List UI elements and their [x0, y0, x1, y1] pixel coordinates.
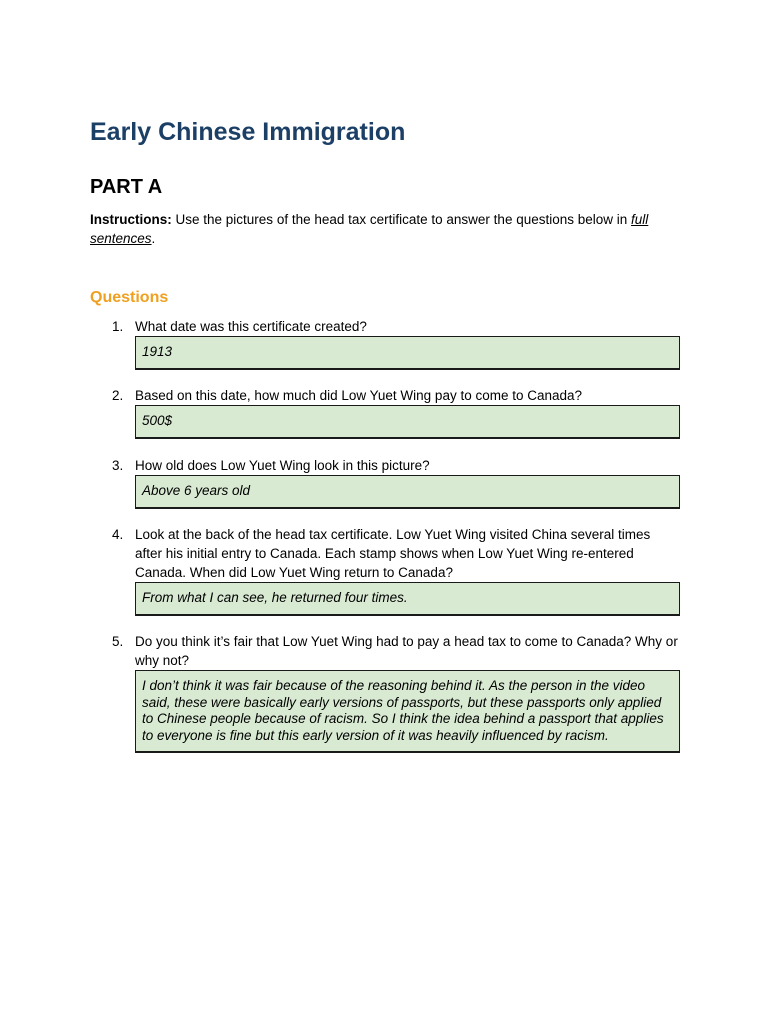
- instructions-text-end: .: [151, 231, 156, 246]
- question-item: [90, 456, 680, 509]
- answer-box[interactable]: Above 6 years old: [135, 475, 680, 509]
- answer-box[interactable]: 1913: [135, 336, 680, 370]
- document-title: Early Chinese Immigration: [90, 118, 406, 146]
- answer-box[interactable]: 500$: [135, 405, 680, 439]
- question-item: [90, 525, 680, 616]
- question-number: 3.: [112, 458, 124, 473]
- question-row: [90, 632, 680, 670]
- question-number: 4.: [112, 527, 124, 542]
- question-number: 2.: [112, 388, 124, 403]
- instructions-label: Instructions:: [90, 212, 172, 227]
- answer-box[interactable]: From what I can see, he returned four times.: [135, 582, 680, 616]
- question-row: [90, 386, 680, 405]
- instructions-emphasis: full sentences: [90, 212, 649, 246]
- part-heading: PART A: [90, 176, 163, 198]
- instructions-paragraph: [90, 210, 680, 248]
- question-text: Do you think it’s fair that Low Yuet Wing had to pay a head tax to come to Canada? Why or why not?: [135, 634, 678, 668]
- question-text: What date was this certificate created?: [135, 319, 367, 334]
- question-number: 5.: [112, 634, 124, 649]
- question-row: [90, 456, 680, 475]
- questions-heading: Questions: [90, 289, 169, 306]
- question-text: Look at the back of the head tax certificate. Low Yuet Wing visited China several times after his initial entry to Canada. Each stamp shows when Low Yuet Wing re-entered Canada. When did Low Yuet Wing return to Canada?: [135, 527, 651, 580]
- question-row: [90, 525, 680, 582]
- answer-box[interactable]: I don’t think it was fair because of the reasoning behind it. As the person in the video said, these were basically early versions of passports, but these passports only applied to Chinese people because of racism. So I think the idea behind a passport that applies to everyone is fine but this early version of it was heavily influenced by racism.: [135, 670, 680, 753]
- question-text: Based on this date, how much did Low Yuet Wing pay to come to Canada?: [135, 388, 583, 403]
- question-item: [90, 632, 680, 753]
- instructions-text: Use the pictures of the head tax certificate to answer the questions below in: [171, 212, 632, 227]
- question-item: [90, 386, 680, 439]
- question-text: How old does Low Yuet Wing look in this picture?: [135, 458, 430, 473]
- question-number: 1.: [112, 319, 124, 334]
- question-row: [90, 317, 680, 336]
- question-item: [90, 317, 680, 370]
